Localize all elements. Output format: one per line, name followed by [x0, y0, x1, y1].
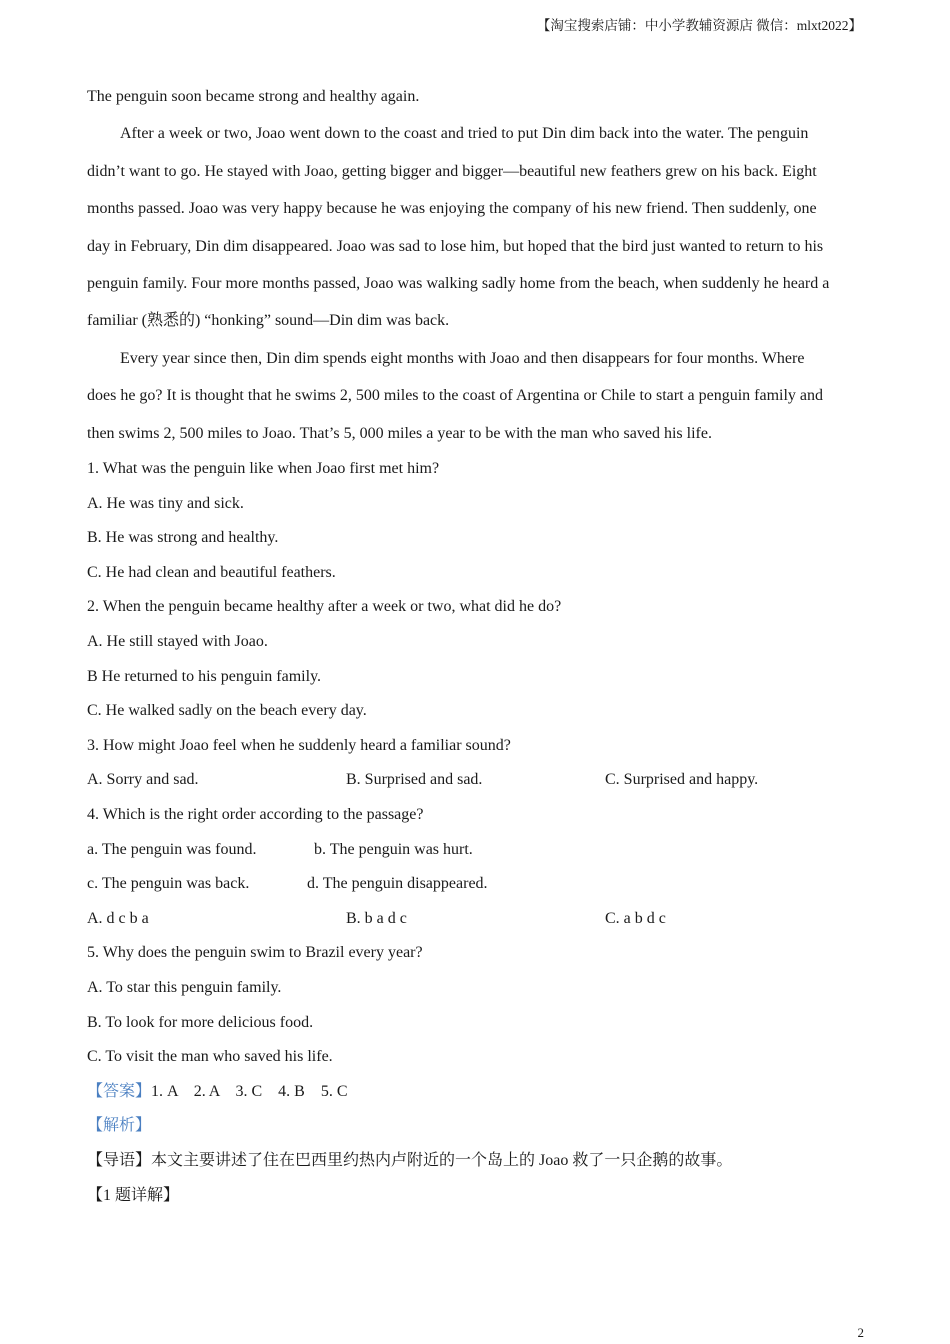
- option-c: C. Surprised and happy.: [605, 771, 759, 789]
- question-stem: 5. Why does the penguin swim to Brazil every year?: [87, 944, 423, 962]
- option-b: B. He was strong and healthy.: [87, 529, 279, 547]
- option-b: B He returned to his penguin family.: [87, 667, 322, 685]
- question-1: [87, 452, 865, 590]
- question-stem: 1. What was the penguin like when Joao first met him?: [87, 460, 440, 478]
- passage-line: does he go? It is thought that he swims 2, 500 miles to the coast of Argentina or Chile to start a penguin family and: [87, 387, 824, 405]
- question-stem: 4. Which is the right order according to the passage?: [87, 806, 424, 823]
- passage-line: day in February, Din dim disappeared. Joao was sad to lose him, but hoped that the bird just wanted to return to his: [87, 237, 824, 255]
- order-item-b: b. The penguin was hurt.: [314, 840, 473, 858]
- passage-line: Every year since then, Din dim spends eight months with Joao and then disappears for four months. Where: [120, 349, 805, 367]
- analysis-label: 【解析】: [87, 1117, 152, 1135]
- option-b: B. Surprised and sad.: [346, 771, 483, 789]
- question-3: [87, 729, 865, 798]
- page-header: 【淘宝搜索店铺：中小学教辅资源店 微信：mlxt2022】: [536, 18, 862, 33]
- order-items-row: [87, 833, 865, 868]
- option-a: A. He was tiny and sick.: [87, 494, 244, 512]
- passage-line: didn’t want to go. He stayed with Joao, getting bigger and bigger—beautiful new feathers grew on his back. Eight: [87, 162, 817, 180]
- answer-text: 1. A 2. A 3. C 4. B 5. C: [151, 1082, 348, 1100]
- answer-line: [87, 1075, 865, 1110]
- option-a: A. To star this penguin family.: [87, 978, 282, 996]
- question-2: [87, 590, 865, 728]
- answer-label: 【答案】: [87, 1082, 152, 1100]
- option-c: C. He walked sadly on the beach every day.: [87, 702, 367, 720]
- passage-line: After a week or two, Joao went down to the coast and tried to put Din dim back into the water. The penguin: [120, 125, 809, 143]
- option-a: A. d c b a: [87, 909, 149, 927]
- option-a: A. Sorry and sad.: [87, 771, 199, 789]
- page-number: 2: [857, 1325, 864, 1340]
- question-stem: 3. How might Joao feel when he suddenly heard a familiar sound?: [87, 736, 511, 754]
- question-stem: 2. When the penguin became healthy after a week or two, what did he do?: [87, 598, 562, 616]
- passage-paragraph-1: [87, 115, 865, 339]
- option-c: C. To visit the man who saved his life.: [87, 1048, 333, 1066]
- order-item-c: c. The penguin was back.: [87, 875, 250, 893]
- option-a: A. He still stayed with Joao.: [87, 633, 268, 651]
- document-body: [87, 78, 865, 1213]
- passage-opening-line: The penguin soon became strong and healthy again.: [87, 88, 420, 105]
- order-items-row: [87, 867, 865, 902]
- options-row: [87, 902, 865, 937]
- passage-line: penguin family. Four more months passed, Joao was walking sadly home from the beach, when suddenly he heard a: [87, 275, 830, 293]
- order-item-d: d. The penguin disappeared.: [307, 875, 488, 893]
- passage-paragraph-2: [87, 340, 865, 452]
- option-b: B. To look for more delicious food.: [87, 1013, 314, 1031]
- option-b: B. b a d c: [346, 909, 407, 927]
- guide-text: 【导语】本文主要讲述了住在巴西里约热内卢附近的一个岛上的 Joao 救了一只企鹅的故事。: [87, 1151, 733, 1169]
- option-c: C. a b d c: [605, 909, 666, 927]
- option-c: C. He had clean and beautiful feathers.: [87, 563, 336, 581]
- order-item-a: a. The penguin was found.: [87, 840, 257, 858]
- passage-line: months passed. Joao was very happy because he was enjoying the company of his new friend. Then suddenly, one: [87, 200, 817, 218]
- detail-heading: 【1 题详解】: [87, 1186, 180, 1204]
- question-4: [87, 798, 865, 936]
- passage-line: familiar (熟悉的) “honking” sound—Din dim was back.: [87, 312, 450, 330]
- passage-line: then swims 2, 500 miles to Joao. That’s 5, 000 miles a year to be with the man who saved his life.: [87, 424, 712, 442]
- question-5: [87, 936, 865, 1074]
- options-row: [87, 763, 865, 798]
